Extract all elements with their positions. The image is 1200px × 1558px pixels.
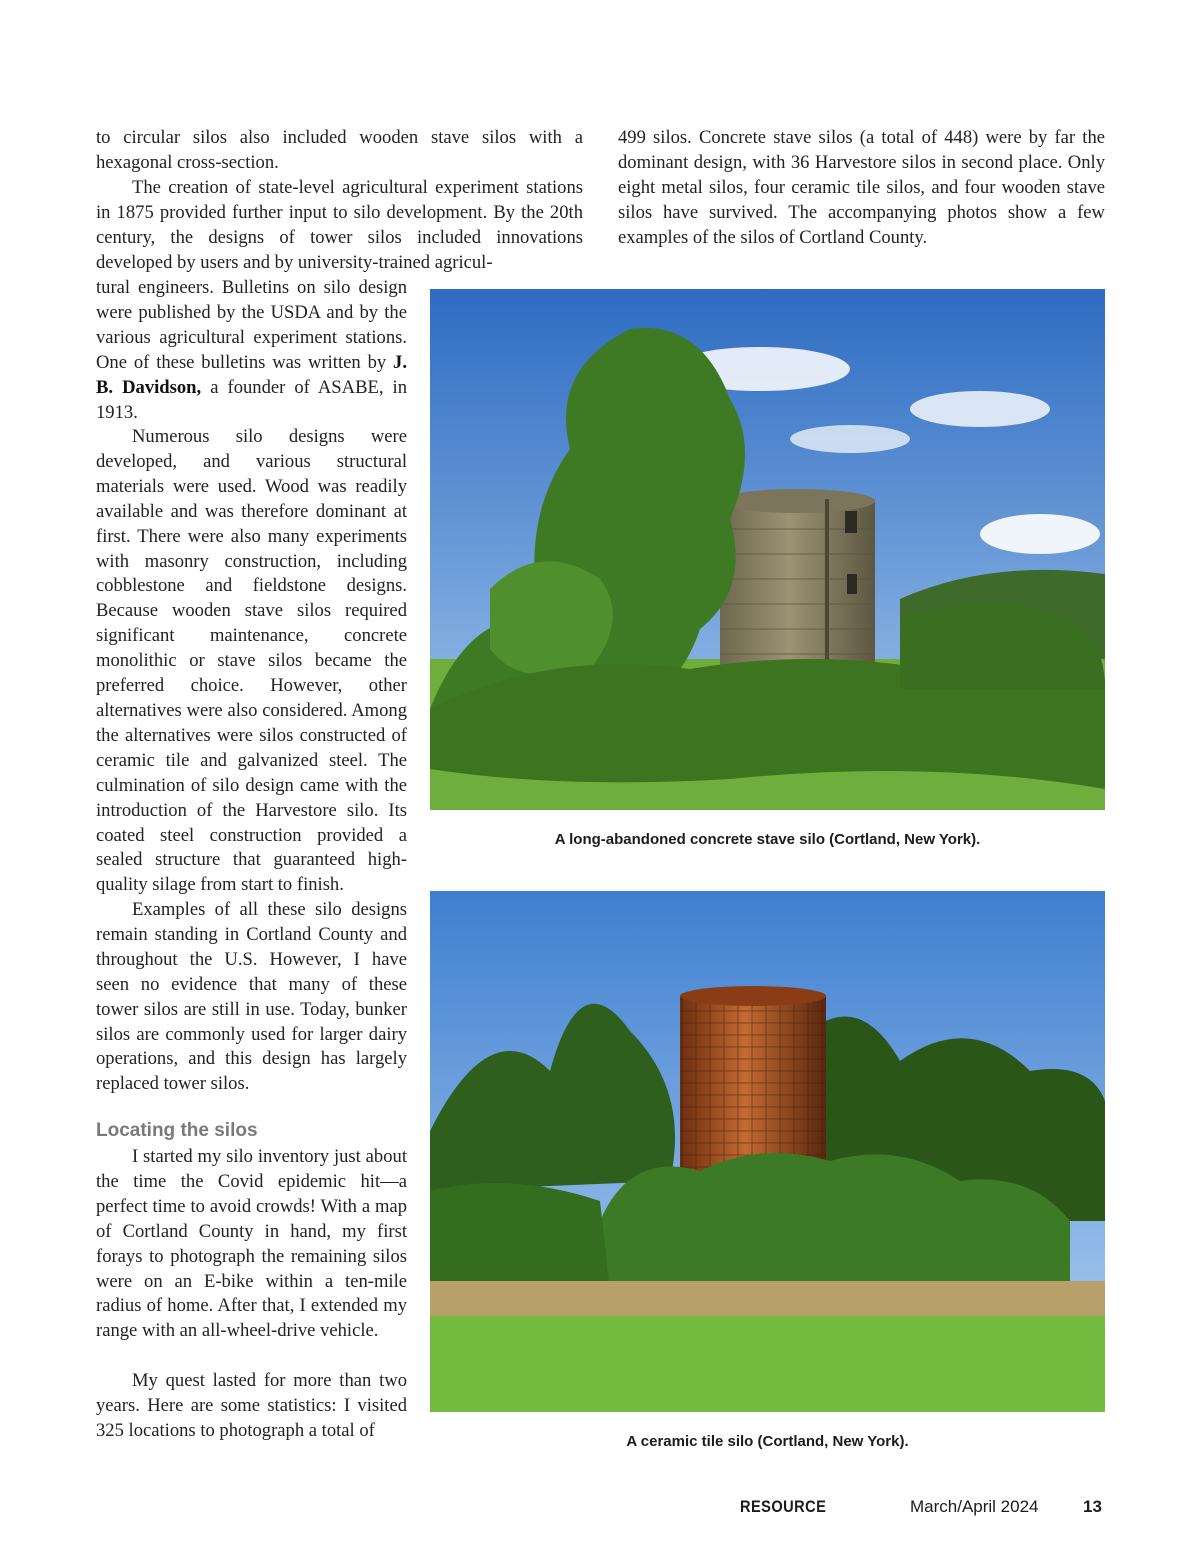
photo-concrete-stave-silo xyxy=(430,289,1105,810)
photo-ceramic-tile-silo xyxy=(430,891,1105,1412)
caption-ceramic-tile-silo: A ceramic tile silo (Cortland, New York). xyxy=(626,1433,909,1450)
davidson-name: J. B. Davidson, xyxy=(96,351,407,398)
footer-page-number: 13 xyxy=(1083,1497,1102,1516)
paragraph-intro: to circular silos also included wooden stave silos with a hexagonal cross-section. xyxy=(96,127,583,173)
paragraph-experiment-stations-text: The creation of state-level agricultural experiment stations in 1875 provided further input to silo development. By the 20th century, the designs of tower silos included innovations developed by users and by university-trained agricul- xyxy=(96,177,583,273)
ceramic-silo-illustration xyxy=(430,891,1105,1412)
paragraph-davidson xyxy=(96,276,407,425)
paragraph-experiment-stations xyxy=(96,176,583,276)
left-column-body xyxy=(96,276,407,425)
paragraph-silo-designs: Numerous silo designs were developed, and various structural materials were used. Wood was readily available and was therefore dominant at first. There were also many experiments with masonry construction, including cobblestone and fieldstone designs. Because wooden stave silos required significant maintenance, concrete monolithic or stave silos became the preferred choice. However, other alternatives were also considered. Among the alternatives were silos constructed of ceramic tile and galvanized steel. The culmination of silo design came with the introduction of the Harvestore silo. Its coated steel construction provided a sealed structure that guaranteed high-quality silage from start to finish. xyxy=(96,426,407,896)
paragraph-examples: Examples of all these silo designs remain standing in Cortland County and throughout the U.S. However, I have seen no evidence that many of these tower silos are still in use. Today, bunker silos are commonly used for larger dairy operations, and this design has largely replaced tower silos. xyxy=(96,899,407,1095)
section-heading-locating-silos: Locating the silos xyxy=(96,1120,258,1141)
footer-issue-date: March/April 2024 xyxy=(910,1497,1039,1516)
paragraph-statistics-continued: 499 silos. Concrete stave silos (a total of 448) were by far the dominant design, with 36 Harvestore silos in second place. Only eight metal silos, four ceramic tile silos, and four wooden stave silos have survived. The accompanying photos show a few examples of the silos of Cortland County. xyxy=(618,127,1105,248)
davidson-suffix: a founder of ASABE, in 1913. xyxy=(96,376,407,423)
paragraph-inventory: I started my silo inventory just about the time the Covid epidemic hit—a perfect time to avoid crowds! With a map of Cortland County in hand, my first forays to photograph the remaining silos were on an E-bike within a ten-mile radius of home. After that, I extended my range with an all-wheel-drive vehicle. xyxy=(96,1146,407,1342)
paragraph-quest: My quest lasted for more than two years. Here are some statistics: I visited 325 locations to photograph a total of xyxy=(96,1370,407,1441)
paragraph-experiment-stations-continued: tural engineers. Bulletins on silo design were published by the USDA and by the various agricultural experiment stations. One of these bulletins was written by xyxy=(96,277,407,373)
caption-concrete-stave-silo: A long-abandoned concrete stave silo (Cortland, New York). xyxy=(554,831,981,848)
concrete-silo-illustration xyxy=(430,289,1105,810)
footer-magazine-name: RESOURCE xyxy=(740,1497,827,1516)
